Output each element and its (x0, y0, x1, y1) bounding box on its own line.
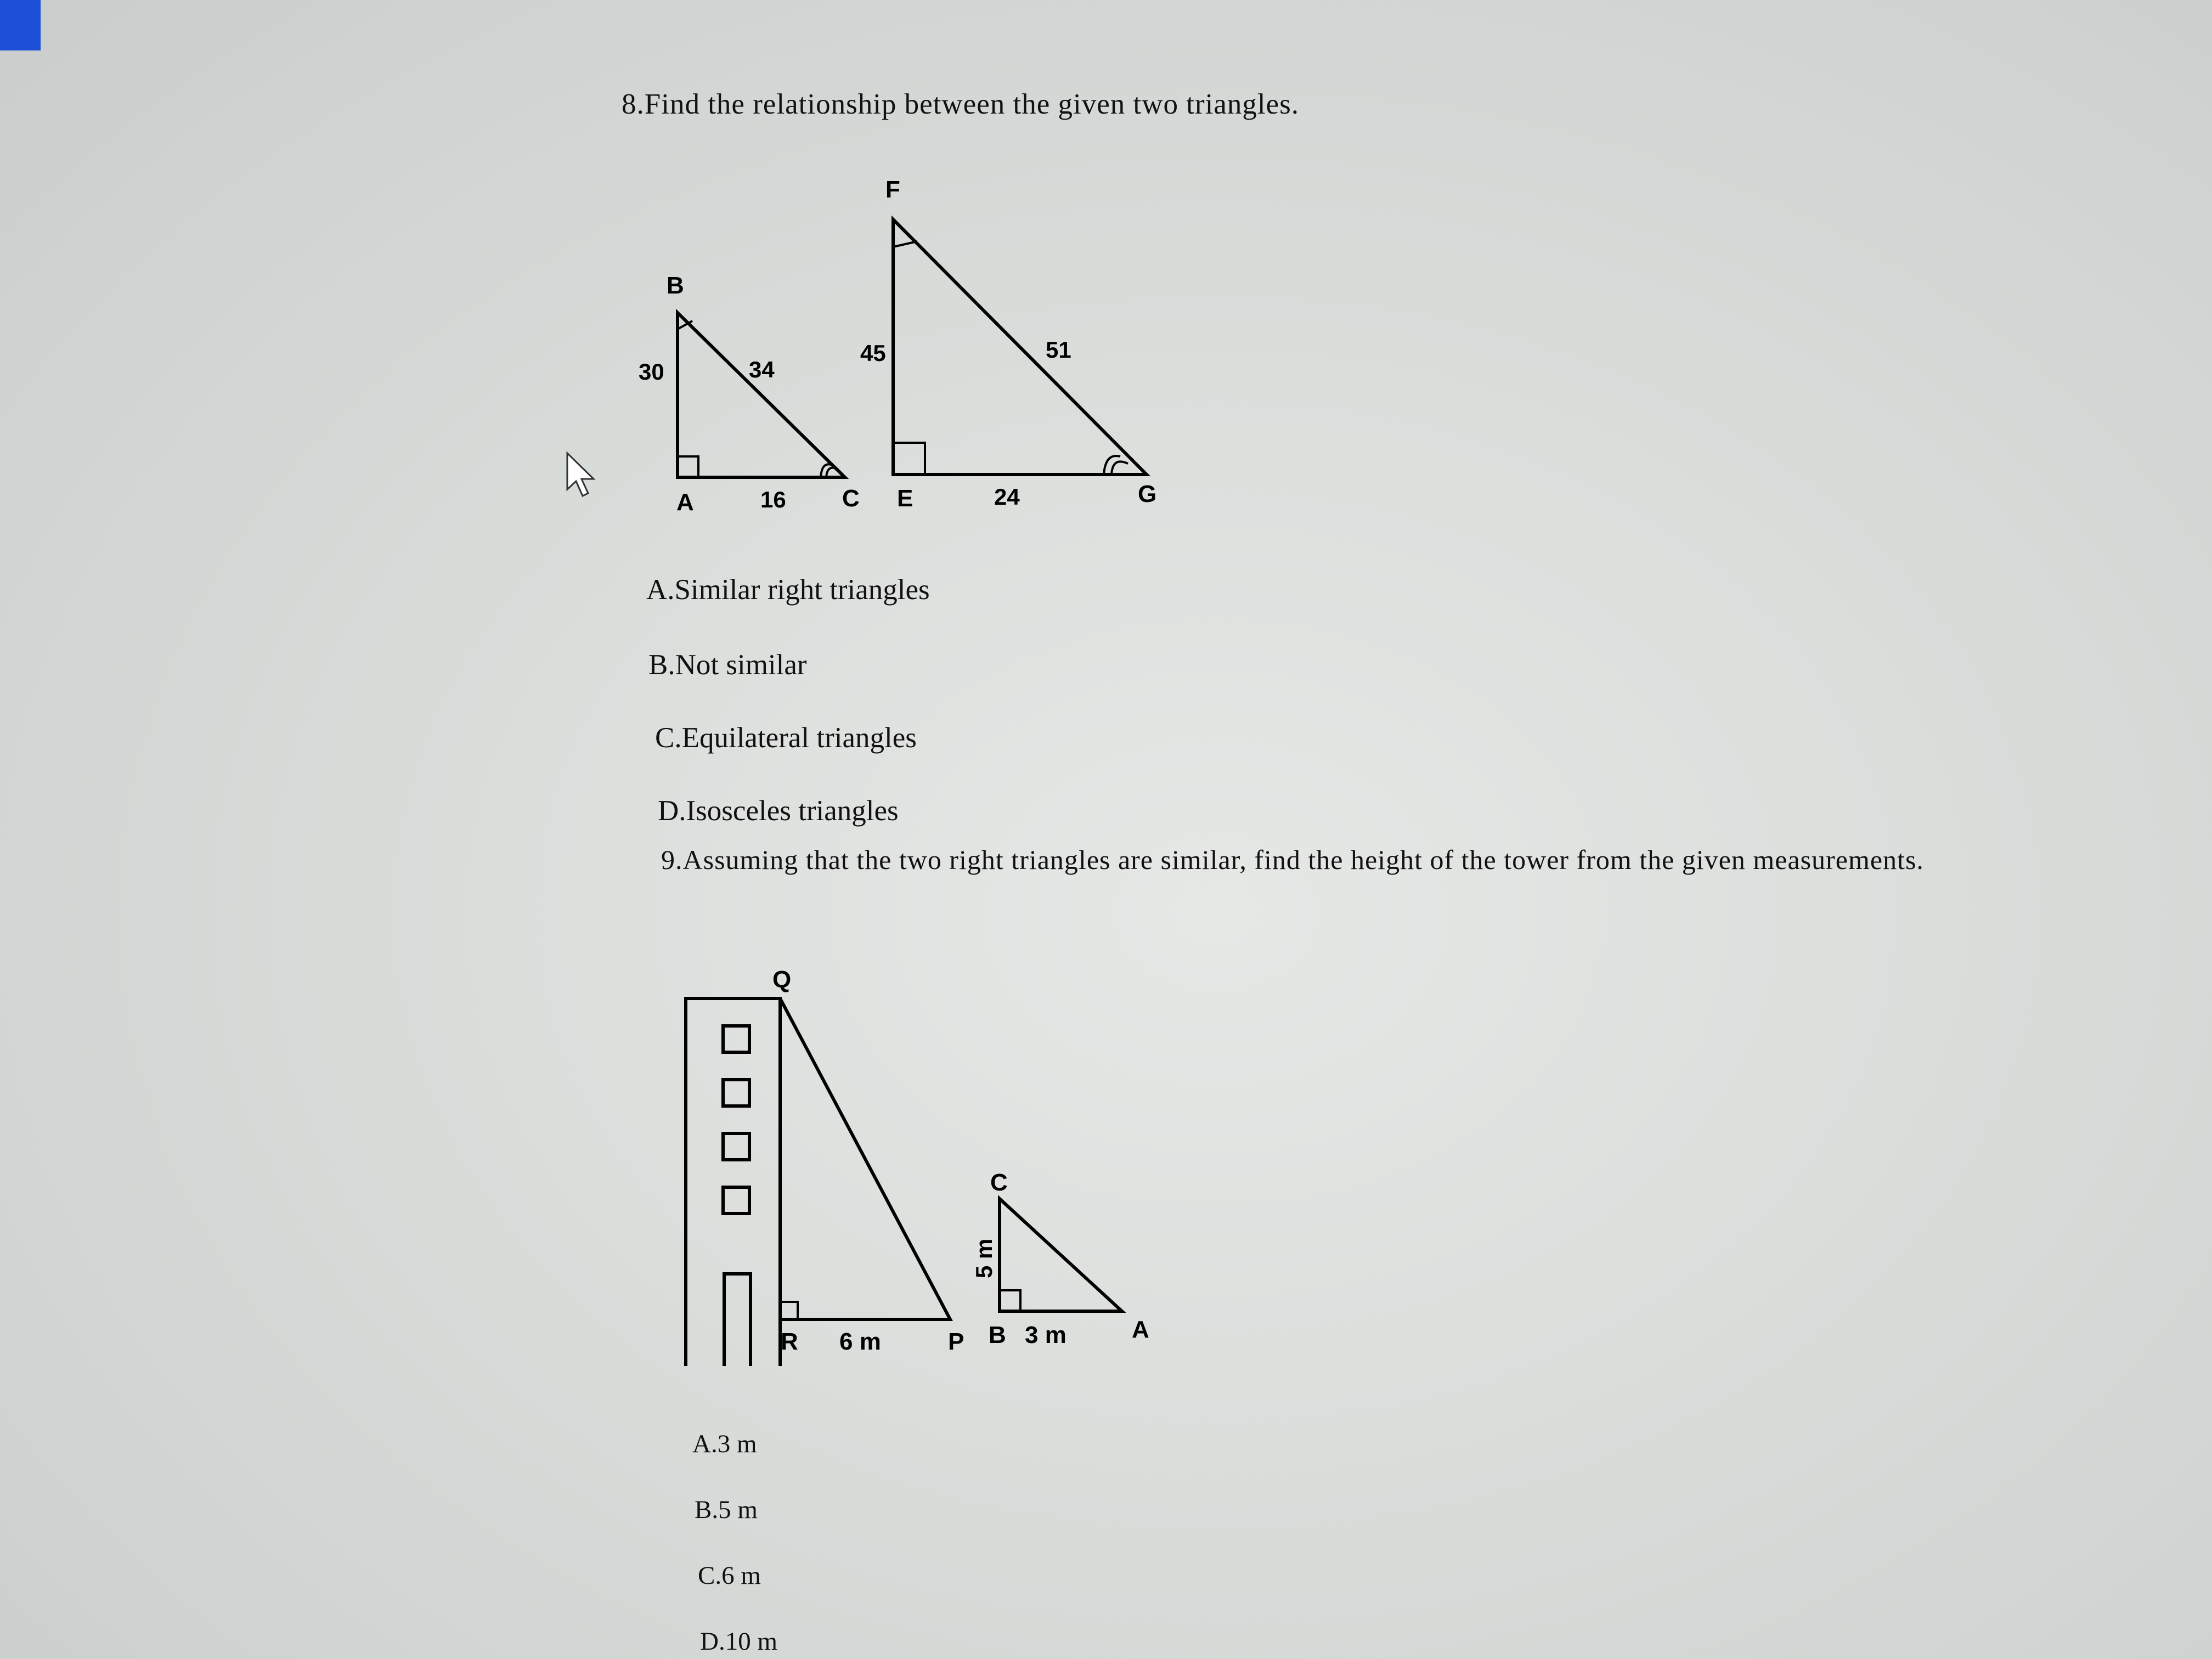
side-fe-value: 45 (860, 340, 886, 366)
tower-window-3 (723, 1133, 749, 1160)
right-angle-mark-e (893, 443, 925, 475)
right-angle-mark-b (1000, 1290, 1020, 1311)
side-ba-value: 3 m (1025, 1322, 1066, 1348)
tower-window-1 (723, 1026, 749, 1052)
side-ac-value: 16 (760, 487, 786, 512)
triangle-feg (893, 219, 1147, 475)
label-c: C (990, 1169, 1008, 1196)
label-g: G (1138, 481, 1157, 507)
angle-mark-g (1104, 456, 1128, 475)
tower-window-2 (723, 1080, 749, 1106)
q8-option-b[interactable]: B.Not similar (648, 649, 807, 681)
question-9-text: 9.Assuming that the two right triangles are similar, find the height of the tower from the given measurements. (661, 844, 1924, 875)
label-b: B (667, 272, 684, 299)
label-p: P (948, 1328, 964, 1355)
taskbar-corner (0, 0, 41, 50)
q8-option-d[interactable]: D.Isosceles triangles (658, 795, 899, 827)
right-angle-mark-a (678, 456, 698, 477)
label-c: C (842, 485, 860, 512)
q8-option-a[interactable]: A.Similar right triangles (646, 574, 930, 606)
question-8-text: 8.Find the relationship between the given two triangles. (622, 88, 1299, 120)
label-q: Q (772, 966, 792, 993)
angle-mark-f (893, 241, 917, 247)
label-f: F (885, 176, 900, 203)
question-9-figure (675, 949, 1196, 1366)
label-b: B (989, 1322, 1006, 1348)
side-rp-value: 6 m (839, 1328, 881, 1355)
label-e: E (897, 485, 913, 512)
q9-option-d[interactable]: D.10 m (700, 1627, 777, 1656)
right-angle-mark-r (780, 1302, 798, 1319)
q9-option-a[interactable]: A.3 m (692, 1430, 757, 1458)
side-ab-value: 30 (639, 359, 664, 385)
side-bc-value: 34 (749, 357, 775, 382)
question-8-figure (603, 165, 1207, 527)
triangle-cba (1000, 1199, 1122, 1311)
q9-option-c[interactable]: C.6 m (698, 1561, 761, 1590)
mouse-pointer-icon (565, 451, 598, 500)
side-cb-value: 5 m (971, 1238, 997, 1278)
label-a: A (676, 489, 694, 516)
tower-window-4 (723, 1187, 749, 1214)
q9-option-b[interactable]: B.5 m (695, 1496, 758, 1524)
label-r: R (781, 1328, 798, 1355)
tower-door (724, 1274, 751, 1366)
triangle-qrp (780, 998, 950, 1319)
side-fg-value: 51 (1046, 337, 1071, 363)
side-eg-value: 24 (994, 484, 1020, 510)
triangle-bac (678, 313, 845, 477)
label-a: A (1132, 1316, 1149, 1343)
q8-option-c[interactable]: C.Equilateral triangles (655, 722, 917, 754)
